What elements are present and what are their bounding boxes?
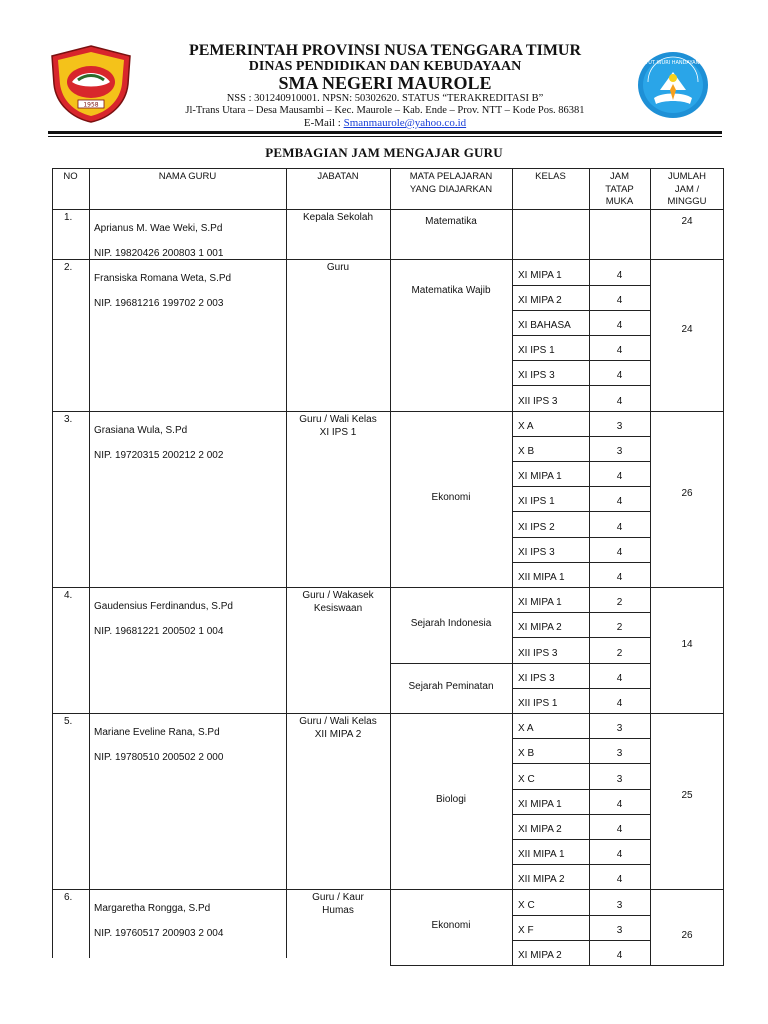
teacher-jabatan: Guru / Wakasek <box>302 590 374 601</box>
teacher-name: Gaudensius Ferdinandus, S.Pd <box>94 601 233 612</box>
class-row-border <box>512 612 650 613</box>
column-border <box>650 713 651 889</box>
header-column-border <box>390 168 391 209</box>
column-border <box>512 889 513 965</box>
class-hours: 4 <box>616 395 623 407</box>
column-border <box>512 713 513 889</box>
teacher-jabatan: Guru / Kaur <box>312 892 364 904</box>
school-address: Jl-Trans Utara – Desa Mausambi – Kec. Maurole – Kab. Ende – Prov. NTT – Kode Pos. 86381 <box>185 105 585 116</box>
column-border <box>723 713 724 889</box>
total-hours: 24 <box>681 324 693 335</box>
row-border <box>52 889 390 890</box>
column-border <box>390 713 391 889</box>
class-hours: 3 <box>616 773 623 785</box>
class-row-border <box>512 663 650 664</box>
class-name: XII MIPA 2 <box>518 874 565 886</box>
column-border <box>723 411 724 587</box>
class-hours: 4 <box>616 521 623 533</box>
class-hours: 3 <box>616 446 623 457</box>
class-hours: 3 <box>616 924 623 936</box>
class-name: X B <box>518 446 535 457</box>
teacher-name: Fransiska Romana Weta, S.Pd <box>94 273 232 285</box>
column-border <box>512 259 513 410</box>
column-border <box>512 411 513 587</box>
column-border <box>52 889 53 958</box>
row-border <box>52 411 390 412</box>
class-hours: 3 <box>616 420 623 432</box>
province-emblem-icon <box>48 44 134 124</box>
teacher-jabatan: Guru / Wali Kelas <box>299 413 377 425</box>
row-border <box>52 713 390 714</box>
letterhead-rule-thin <box>48 136 722 137</box>
column-border <box>589 587 590 713</box>
header-jabatan: JABATAN <box>317 171 359 182</box>
column-border <box>723 259 724 410</box>
teacher-jabatan: XII MIPA 2 <box>314 729 362 740</box>
column-border <box>89 411 90 587</box>
teacher-number: 6. <box>64 892 73 904</box>
teacher-nip: NIP. 19760517 200903 2 004 <box>94 928 224 940</box>
header-column-border <box>52 168 53 209</box>
teacher-nip: NIP. 19681221 200502 1 004 <box>94 626 224 637</box>
class-row-border <box>512 285 650 286</box>
class-name: XI MIPA 2 <box>518 294 562 306</box>
class-name: XI IPS 3 <box>518 546 555 558</box>
column-border <box>286 713 287 889</box>
row-border <box>390 889 724 890</box>
teacher-name: Grasiana Wula, S.Pd <box>94 424 188 436</box>
column-border <box>286 889 287 958</box>
class-hours: 4 <box>616 320 623 331</box>
header-jumlah-jam: JUMLAH <box>667 171 706 182</box>
class-row-border <box>512 385 650 386</box>
column-border <box>650 411 651 587</box>
class-row-border <box>512 360 650 361</box>
total-hours: 14 <box>681 639 693 650</box>
row-border <box>52 259 390 260</box>
header-jumlah-jam: MINGGU <box>667 196 707 207</box>
partial-bottom-border <box>390 965 724 966</box>
class-name: XI MIPA 1 <box>518 597 562 609</box>
class-hours: 4 <box>616 849 623 861</box>
class-name: XI IPS 1 <box>518 345 555 357</box>
column-border <box>589 411 590 587</box>
column-border <box>723 889 724 965</box>
class-row-border <box>512 789 650 790</box>
teacher-number: 1. <box>64 212 73 223</box>
class-name: XI MIPA 1 <box>518 471 562 483</box>
teacher-name: Mariane Eveline Rana, S.Pd <box>94 727 220 738</box>
teacher-jabatan: Kesiswaan <box>313 603 363 614</box>
subject-name: Matematika <box>425 216 477 227</box>
header-bottom-border <box>52 209 724 210</box>
class-name: X C <box>518 773 535 785</box>
column-border <box>390 209 391 259</box>
header-no: NO <box>63 171 78 182</box>
class-row-border <box>512 915 650 916</box>
column-border <box>723 209 724 259</box>
class-name: X F <box>518 924 534 936</box>
class-row-border <box>512 486 650 487</box>
header-jam-tatap-muka: MUKA <box>605 196 634 207</box>
teacher-number: 3. <box>64 413 73 425</box>
header-mata-pelajaran: YANG DIAJARKAN <box>409 183 493 195</box>
column-border <box>650 587 651 713</box>
class-hours: 4 <box>616 496 623 508</box>
class-row-border <box>512 839 650 840</box>
class-row-border <box>512 940 650 941</box>
subject-name: Biologi <box>435 794 467 806</box>
class-name: XII MIPA 1 <box>518 849 565 861</box>
total-hours: 26 <box>681 487 693 499</box>
column-border <box>589 713 590 889</box>
class-hours: 3 <box>616 723 623 735</box>
svg-text:1958: 1958 <box>83 101 99 109</box>
tut-wuri-handayani-logo-icon <box>636 50 710 120</box>
email-link[interactable]: Smanmaurole@yahoo.co.id <box>343 117 467 129</box>
class-hours: 4 <box>616 950 623 961</box>
teaching-hours-table <box>52 168 724 1024</box>
school-name: SMA NEGERI MAUROLE <box>278 73 492 93</box>
class-name: XII IPS 3 <box>518 395 558 407</box>
header-column-border <box>723 168 724 209</box>
row-border <box>390 713 724 714</box>
column-border <box>589 259 590 410</box>
class-row-border <box>512 537 650 538</box>
class-hours: 2 <box>616 647 623 659</box>
class-hours: 2 <box>616 622 623 634</box>
teacher-jabatan: XI IPS 1 <box>319 426 357 438</box>
column-border <box>286 411 287 587</box>
class-name: XII IPS 3 <box>518 647 558 659</box>
class-row-border <box>512 688 650 689</box>
class-row-border <box>512 738 650 739</box>
class-row-border <box>512 763 650 764</box>
header-column-border <box>286 168 287 209</box>
class-hours: 4 <box>616 546 623 558</box>
header-jumlah-jam: JAM / <box>674 183 700 195</box>
class-name: XI IPS 2 <box>518 521 555 533</box>
class-hours: 4 <box>616 874 623 886</box>
teacher-number: 4. <box>64 590 73 601</box>
class-name: X C <box>518 899 535 911</box>
letterhead-rule-thick <box>48 131 722 134</box>
letterhead <box>0 0 768 140</box>
column-border <box>89 209 90 259</box>
row-border <box>52 587 390 588</box>
header-jam-tatap-muka: TATAP <box>605 183 634 195</box>
class-name: XI MIPA 2 <box>518 622 562 634</box>
row-border <box>390 411 724 412</box>
column-border <box>89 587 90 713</box>
subject-name: Ekonomi <box>431 491 471 503</box>
class-name: XI BAHASA <box>518 320 571 331</box>
email-line <box>140 117 630 130</box>
total-hours: 24 <box>681 216 693 227</box>
class-hours: 4 <box>616 471 623 483</box>
header-column-border <box>89 168 90 209</box>
teacher-nip: NIP. 19820426 200803 1 001 <box>94 248 224 259</box>
class-name: XI IPS 1 <box>518 496 555 508</box>
subject-border <box>390 663 512 664</box>
svg-text:TUT WURI HANDAYANI: TUT WURI HANDAYANI <box>645 60 701 66</box>
class-row-border <box>512 864 650 865</box>
subject-name: Matematika Wajib <box>411 285 491 297</box>
government-name: PEMERINTAH PROVINSI NUSA TENGGARA TIMUR <box>188 42 582 59</box>
table-top-border <box>52 168 724 169</box>
class-hours: 4 <box>616 269 623 281</box>
subject-name: Sejarah Indonesia <box>410 617 492 629</box>
column-border <box>650 259 651 410</box>
column-border <box>650 889 651 965</box>
class-name: XI IPS 3 <box>518 370 555 382</box>
class-hours: 4 <box>616 824 623 835</box>
school-ids: NSS : 301240910001. NPSN: 50302620. STATUS “TERAKREDITASI B” <box>226 93 544 104</box>
class-name: X A <box>518 723 534 735</box>
document-title: PEMBAGIAN JAM MENGAJAR GURU <box>265 145 503 160</box>
column-border <box>52 411 53 587</box>
class-hours: 4 <box>616 798 623 810</box>
header-column-border <box>512 168 513 209</box>
class-name: XI IPS 3 <box>518 672 555 684</box>
column-border <box>390 411 391 587</box>
column-border <box>89 259 90 410</box>
column-border <box>390 587 391 713</box>
class-hours: 4 <box>616 345 623 357</box>
column-border <box>512 587 513 713</box>
column-border <box>52 587 53 713</box>
column-border <box>52 209 53 259</box>
column-border <box>512 209 513 259</box>
class-hours: 4 <box>616 370 623 382</box>
header-column-border <box>589 168 590 209</box>
class-name: XI MIPA 2 <box>518 824 562 835</box>
teacher-name: Margaretha Rongga, S.Pd <box>94 903 211 915</box>
teacher-nip: NIP. 19720315 200212 2 002 <box>94 449 224 461</box>
email-label: E-Mail : <box>303 117 344 129</box>
column-border <box>589 209 590 259</box>
column-border <box>89 713 90 889</box>
subject-name: Sejarah Peminatan <box>408 680 494 692</box>
class-hours: 2 <box>616 597 623 609</box>
class-name: XII IPS 1 <box>518 698 558 709</box>
teacher-nip: NIP. 19780510 200502 2 000 <box>94 752 224 763</box>
teacher-nip: NIP. 19681216 199702 2 003 <box>94 298 224 310</box>
class-hours: 4 <box>616 294 623 306</box>
class-row-border <box>512 436 650 437</box>
department-name: DINAS PENDIDIKAN DAN KEBUDAYAAN <box>248 59 522 74</box>
class-row-border <box>512 637 650 638</box>
class-hours: 4 <box>616 572 623 583</box>
total-hours: 25 <box>681 790 693 802</box>
column-border <box>390 889 391 965</box>
subject-name: Ekonomi <box>431 920 471 932</box>
class-name: XII MIPA 1 <box>518 572 565 583</box>
column-border <box>650 209 651 259</box>
class-row-border <box>512 335 650 336</box>
class-hours: 3 <box>616 899 623 911</box>
header-jam-tatap-muka: JAM <box>610 171 629 182</box>
column-border <box>286 587 287 713</box>
letterhead-text <box>140 42 630 130</box>
class-row-border <box>512 511 650 512</box>
teacher-name: Aprianus M. Wae Weki, S.Pd <box>94 223 223 234</box>
teacher-jabatan: Guru / Wali Kelas <box>299 716 377 727</box>
total-hours: 26 <box>681 930 693 942</box>
teacher-jabatan: Guru <box>326 262 350 274</box>
column-border <box>52 259 53 410</box>
teacher-number: 2. <box>64 262 73 274</box>
column-border <box>390 259 391 410</box>
class-row-border <box>512 814 650 815</box>
class-row-border <box>512 562 650 563</box>
teacher-number: 5. <box>64 716 73 727</box>
column-border <box>52 713 53 889</box>
column-border <box>589 889 590 965</box>
class-name: X B <box>518 748 535 760</box>
header-column-border <box>650 168 651 209</box>
class-hours: 3 <box>616 748 623 760</box>
column-border <box>89 889 90 958</box>
class-hours: 4 <box>616 672 623 684</box>
class-row-border <box>512 310 650 311</box>
column-border <box>723 587 724 713</box>
column-border <box>286 259 287 410</box>
teacher-jabatan: Humas <box>322 905 354 917</box>
header-mata-pelajaran: MATA PELAJARAN <box>409 171 493 182</box>
column-border <box>286 209 287 259</box>
teacher-jabatan: Kepala Sekolah <box>302 212 374 223</box>
header-kelas: KELAS <box>535 171 566 182</box>
class-name: XI MIPA 1 <box>518 269 562 281</box>
class-row-border <box>512 461 650 462</box>
class-name: XI MIPA 2 <box>518 950 562 961</box>
class-name: XI MIPA 1 <box>518 798 562 810</box>
class-name: X A <box>518 420 534 432</box>
row-border <box>390 259 724 260</box>
class-hours: 4 <box>616 698 623 709</box>
header-nama-guru: NAMA GURU <box>158 171 217 182</box>
row-border <box>390 587 724 588</box>
